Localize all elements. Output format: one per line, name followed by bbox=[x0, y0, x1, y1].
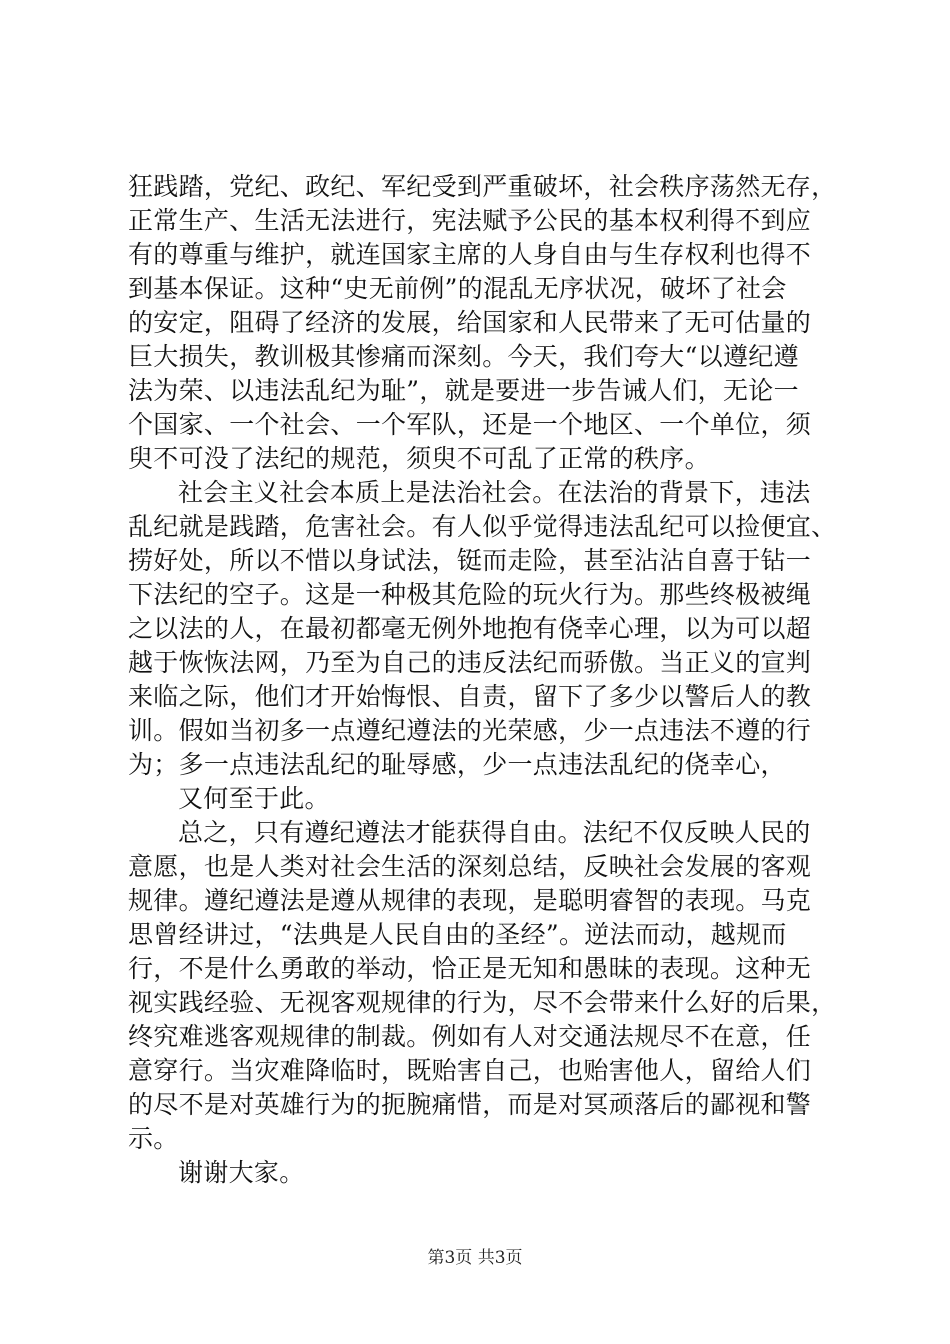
text-line: 有的尊重与维护，就连国家主席的人身自由与生存权利也得不 bbox=[128, 240, 812, 269]
text-line: 规律。遵纪遵法是遵从规律的表现，是聪明睿智的表现。马克 bbox=[128, 886, 812, 915]
text-line: 来临之际，他们才开始悔恨、自责，留下了多少以警后人的教 bbox=[128, 682, 812, 711]
text-line: 狂践踏，党纪、政纪、军纪受到严重破坏，社会秩序荡然无存， bbox=[128, 172, 837, 201]
text-line: 乱纪就是践踏，危害社会。有人似乎觉得违法乱纪可以捡便宜、 bbox=[128, 512, 837, 541]
text-line: 终究难逃客观规律的制裁。例如有人对交通法规尽不在意，任 bbox=[128, 1022, 812, 1051]
text-line: 臾不可没了法纪的规范，须臾不可乱了正常的秩序。 bbox=[128, 444, 710, 473]
text-line: 示。 bbox=[128, 1124, 179, 1153]
text-line: 之以法的人，在最初都毫无例外地抱有侥幸心理，以为可以超 bbox=[128, 614, 812, 643]
text-line: 意愿，也是人类对社会生活的深刻总结，反映社会发展的客观 bbox=[128, 852, 812, 881]
text-line: 越于恢恢法网，乃至为自己的违反法纪而骄傲。当正义的宣判 bbox=[128, 648, 812, 677]
text-line: 视实践经验、无视客观规律的行为，尽不会带来什么好的后果， bbox=[128, 988, 837, 1017]
text-line: 又何至于此。 bbox=[178, 784, 330, 813]
text-line: 下法纪的空子。这是一种极其危险的玩火行为。那些终极被绳 bbox=[128, 580, 812, 609]
text-line: 的安定，阻碍了经济的发展，给国家和人民带来了无可估量的 bbox=[128, 308, 812, 337]
text-line: 社会主义社会本质上是法治社会。在法治的背景下，违法 bbox=[178, 478, 811, 507]
page-number-footer: 第3页 共3页 bbox=[427, 1248, 523, 1268]
text-line: 训。假如当初多一点遵纪遵法的光荣感，少一点违法不遵的行 bbox=[128, 716, 812, 745]
text-line: 个国家、一个社会、一个军队，还是一个地区、一个单位，须 bbox=[128, 410, 812, 439]
document-body bbox=[128, 170, 837, 1190]
text-line: 谢谢大家。 bbox=[178, 1158, 305, 1187]
text-line: 的尽不是对英雄行为的扼腕痛惜，而是对冥顽落后的鄙视和警 bbox=[128, 1090, 812, 1119]
text-line: 到基本保证。这种“史无前例”的混乱无序状况，破坏了社会 bbox=[128, 274, 787, 303]
text-line: 巨大损失，教训极其惨痛而深刻。今天，我们夸大“以遵纪遵 bbox=[128, 342, 799, 371]
text-line: 总之，只有遵纪遵法才能获得自由。法纪不仅反映人民的 bbox=[178, 818, 811, 847]
text-line: 正常生产、生活无法进行，宪法赋予公民的基本权利得不到应 bbox=[128, 206, 812, 235]
text-line: 为；多一点违法乱纪的耻辱感，少一点违法乱纪的侥幸心， bbox=[128, 750, 786, 779]
text-line: 行，不是什么勇敢的举动，恰正是无知和愚昧的表现。这种无 bbox=[128, 954, 812, 983]
text-line: 思曾经讲过，“法典是人民自由的圣经”。逆法而动，越规而 bbox=[128, 920, 787, 949]
text-line: 意穿行。当灾难降临时，既贻害自己，也贻害他人，留给人们 bbox=[128, 1056, 812, 1085]
text-line: 捞好处，所以不惜以身试法，铤而走险，甚至沾沾自喜于钻一 bbox=[128, 546, 812, 575]
text-line: 法为荣、以违法乱纪为耻”，就是要进一步告诫人们，无论一 bbox=[128, 376, 799, 405]
